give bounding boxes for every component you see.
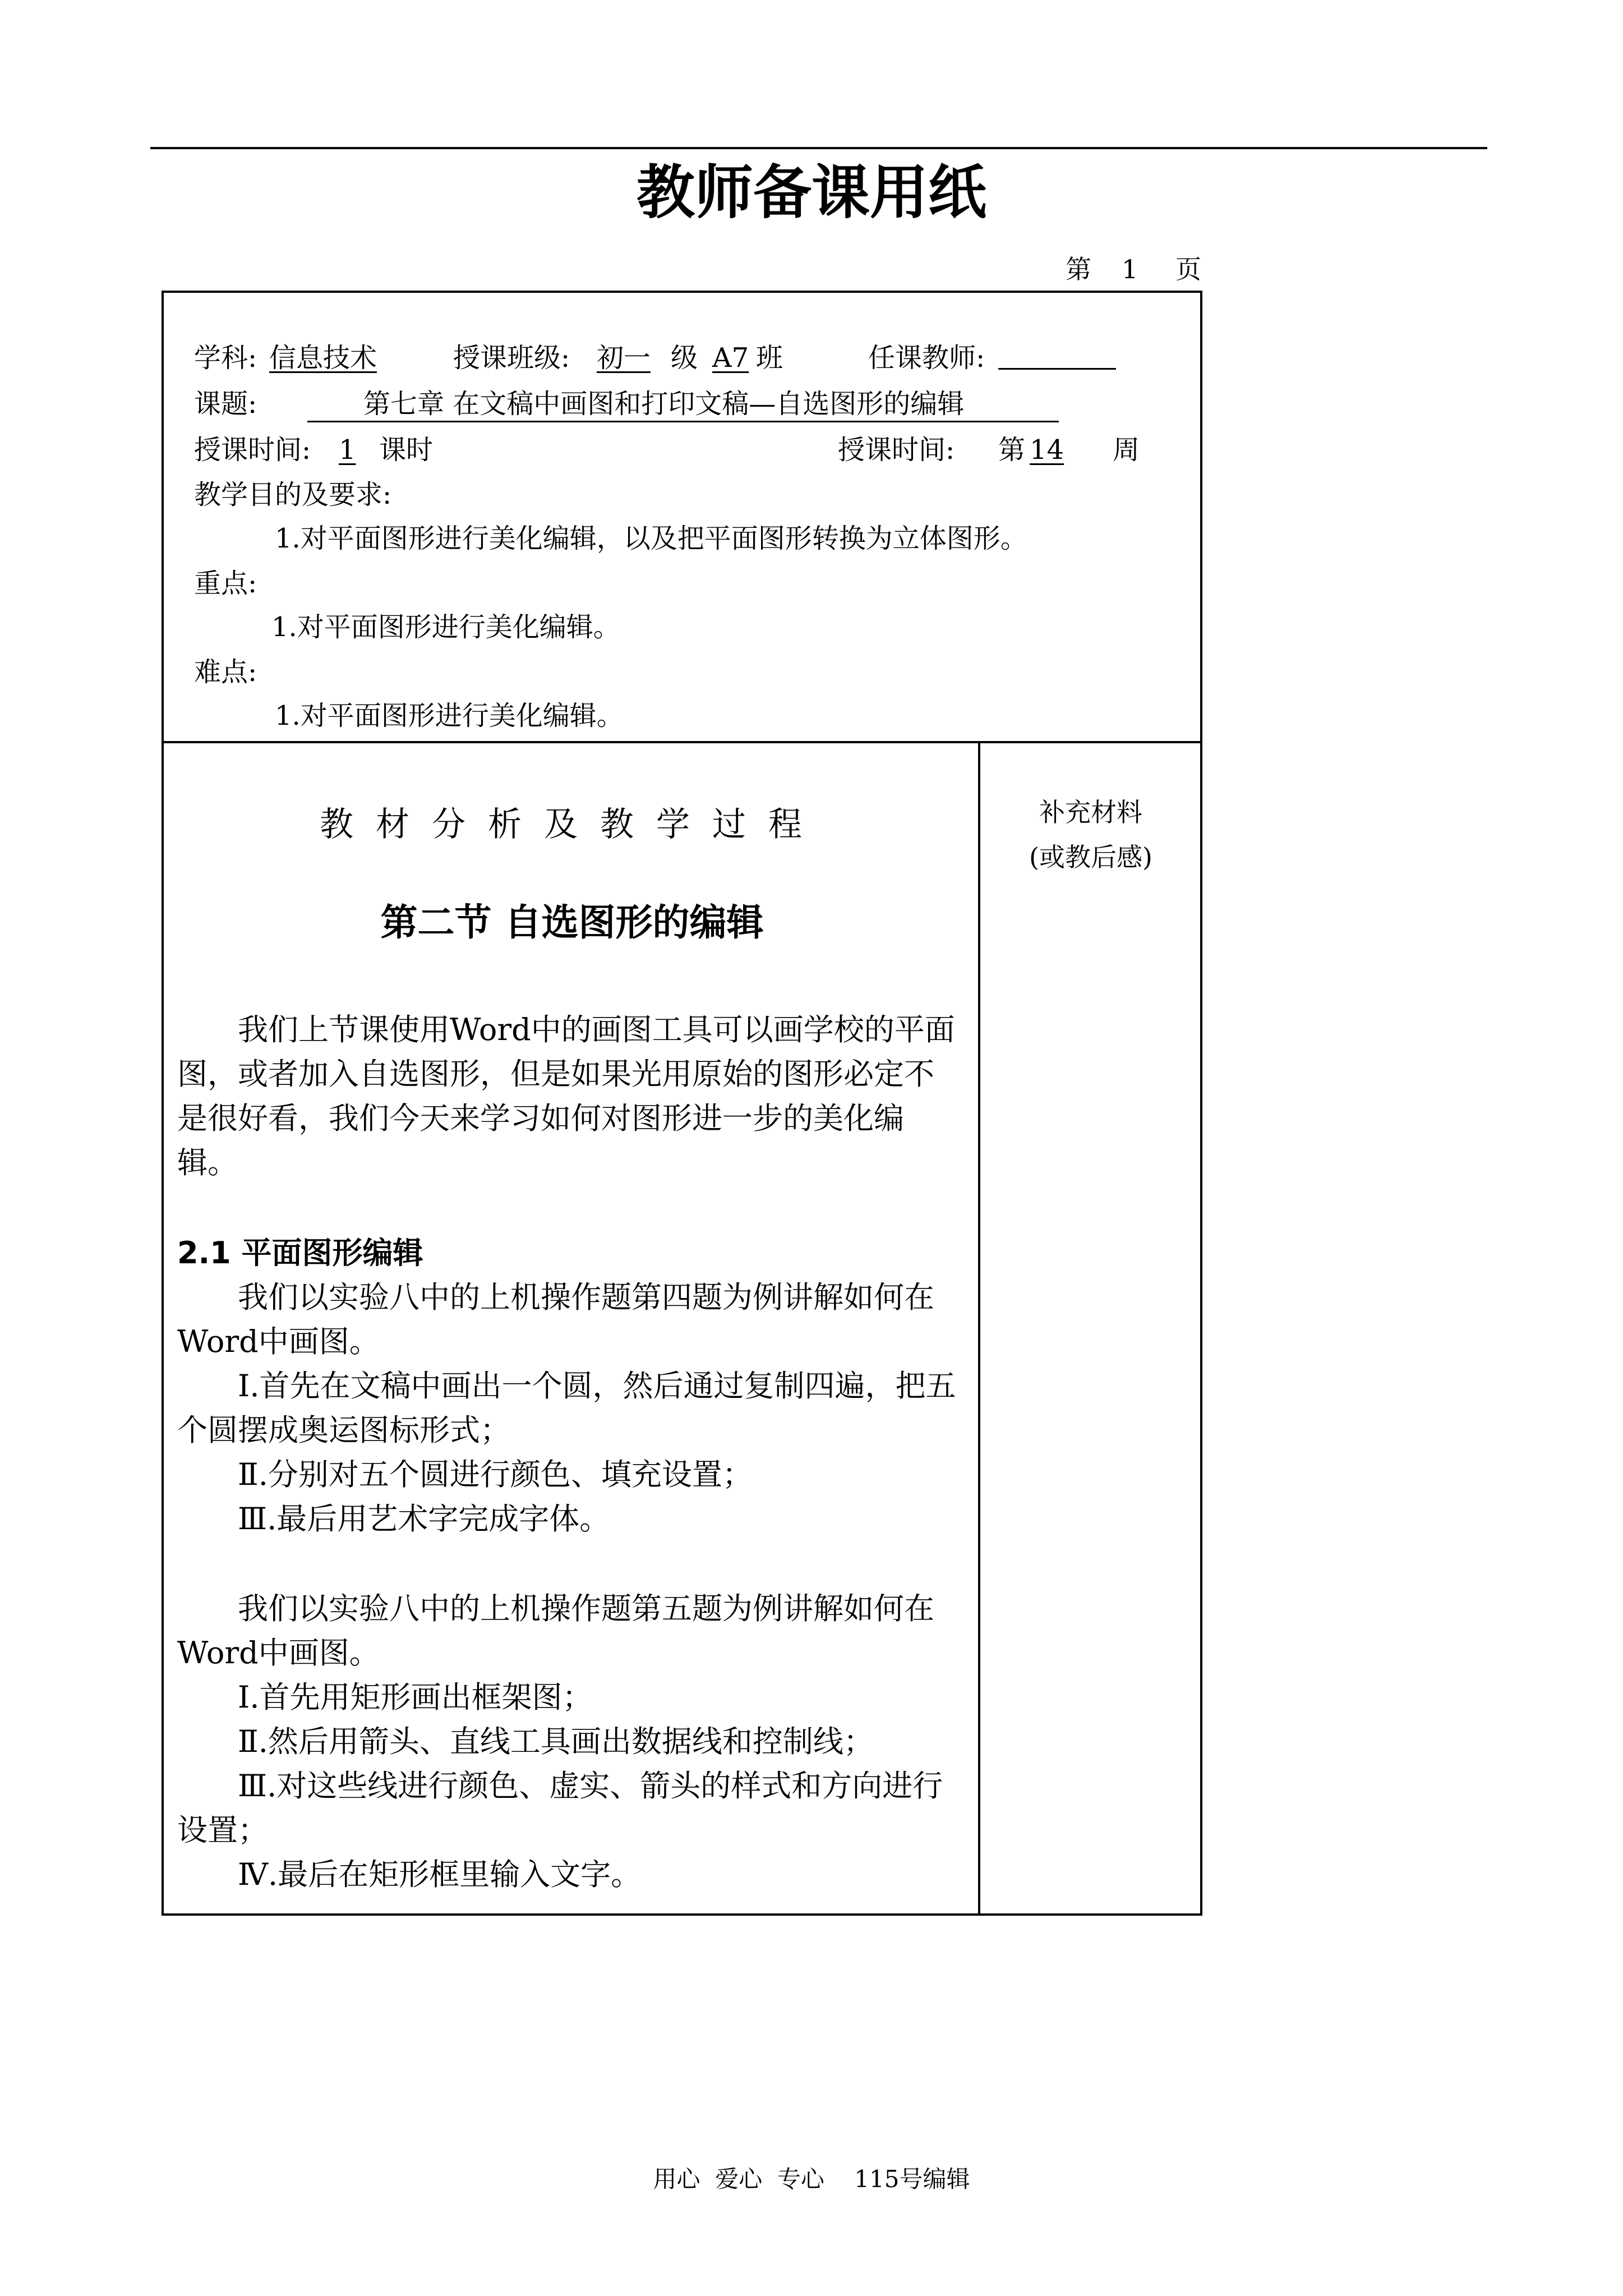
class-mid: 级 <box>671 342 698 374</box>
intro-paragraph <box>177 1007 962 1185</box>
side-note-line-1: 补充材料 <box>1039 797 1142 827</box>
example2-intro: 我们以实验八中的上机操作题第五题为例讲解如何在Word中画图。 <box>177 1591 934 1671</box>
example1-intro: 我们以实验八中的上机操作题第四题为例讲解如何在Word中画图。 <box>177 1280 934 1359</box>
top-rule <box>150 147 1487 149</box>
page-number-suffix: 页 <box>1175 254 1201 284</box>
objective-1: 1.对平面图形进行美化编辑，以及把平面图形转换为立体图形。 <box>275 523 1027 554</box>
side-note-line-2: (或教后感) <box>1029 842 1152 872</box>
page-title: 教师备课用纸 <box>636 158 986 227</box>
example2-step-3: Ⅲ.对这些线进行颜色、虚实、箭头的样式和方向进行设置； <box>177 1768 943 1848</box>
hours-label: 授课时间: <box>194 434 311 466</box>
subsection-title: 2.1 平面图形编辑 <box>177 1235 423 1271</box>
section-title: 第二节 自选图形的编辑 <box>380 901 764 944</box>
week-suffix: 周 <box>1113 434 1140 466</box>
example2-step-2: Ⅱ.然后用箭头、直线工具画出数据线和控制线； <box>238 1724 874 1759</box>
objectives-label: 教学目的及要求: <box>194 479 392 510</box>
example1-step-1: Ⅰ.首先在文稿中画出一个圆，然后通过复制四遍，把五个圆摆成奥运图标形式； <box>177 1368 956 1448</box>
page-footer: 用心 爱心 专心 115号编辑 <box>653 2165 970 2193</box>
class-label: 授课班级: <box>453 342 570 374</box>
difficulty-label: 难点: <box>194 656 257 688</box>
intro-text: 我们上节课使用Word中的画图工具可以画学校的平面图，或者加入自选图形，但是如果光用原始的图形必定不是很好看，我们今天来学习如何对图形进一步的美化编辑。 <box>177 1012 955 1180</box>
page-number-value: 1 <box>1122 254 1138 284</box>
hours-value: 1 <box>339 434 356 466</box>
example1-step-2: Ⅱ.分别对五个圆进行颜色、填充设置； <box>238 1457 753 1492</box>
subsection <box>177 1231 962 1541</box>
example2-step-1: Ⅰ.首先用矩形画出框架图； <box>238 1680 593 1715</box>
difficulty-1: 1.对平面图形进行美化编辑。 <box>275 700 624 731</box>
topic-value: 第七章 在文稿中画图和打印文稿—自选图形的编辑 <box>363 388 965 420</box>
class-suffix: 班 <box>756 342 783 374</box>
class-value-2: A7 <box>712 342 749 374</box>
week-label: 授课时间: <box>838 434 955 466</box>
page-number-prefix: 第 <box>1066 254 1091 284</box>
key-1: 1.对平面图形进行美化编辑。 <box>271 611 620 643</box>
side-note <box>981 790 1200 880</box>
hours-suffix: 课时 <box>379 434 434 466</box>
week-prefix: 第 <box>998 434 1026 466</box>
class-value-1: 初一 <box>597 342 651 374</box>
key-label: 重点: <box>194 568 257 599</box>
example2-step-4: Ⅳ.最后在矩形框里输入文字。 <box>238 1857 642 1892</box>
teacher-blank <box>998 340 1116 379</box>
subject-label: 学科: <box>194 342 257 374</box>
teacher-label: 任课教师: <box>868 342 985 374</box>
subject-value: 信息技术 <box>269 342 377 374</box>
process-title: 教材分析及教学过程 <box>320 805 824 844</box>
example2 <box>177 1586 962 1897</box>
example1-step-3: Ⅲ.最后用艺术字完成字体。 <box>238 1501 610 1536</box>
page-number <box>1066 252 1200 286</box>
side-box <box>978 741 1202 1916</box>
topic-label: 课题: <box>194 388 257 420</box>
week-value: 14 <box>1030 434 1064 466</box>
